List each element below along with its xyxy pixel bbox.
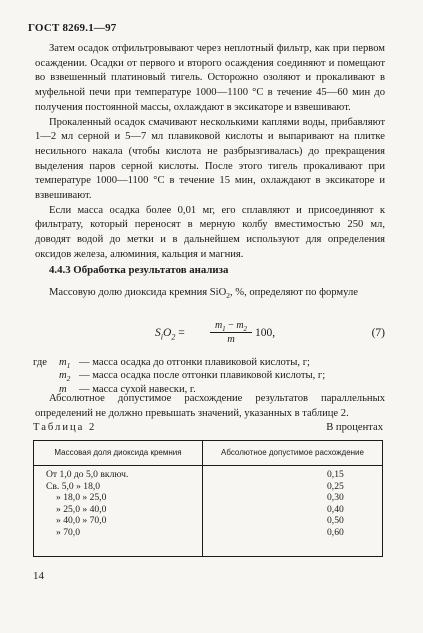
paragraph-1: Затем осадок отфильтровывают через неплотный фильтр, как при первом осаждении. Осадки от первого и второго осаждения соединяют и помещают во взвешенный платиновый тигель. Осторожно озоляют и прокаливают в муфельной печи при температуре 1000—1100 °С в течение 45—60 мин до получения постоянной массы, охлаждают в эксикаторе и взвешивают.	[35, 43, 385, 113]
table-caption: Таблица 2	[33, 422, 97, 433]
standard-header: ГОСТ 8269.1—97	[28, 22, 117, 34]
paragraph-2: Прокаленный осадок смачивают несколькими каплями воды, прибавляют 1—2 мл серной и 5—7 мл плавиковой кислоты и выпаривают на плитке несильного накала (чтобы кислота не разбрызгивалась) до прекращения выделения паров серной кислоты. После этого тигель прокаливают при температуре 1000—1100 °С в течение 15 мин, охлаждают в эксикаторе и взвешивают.	[35, 116, 385, 202]
formula-denominator: m	[227, 334, 235, 345]
table-caption-row	[33, 422, 383, 433]
section-heading: 4.4.3 Обработка результатов анализа	[49, 264, 229, 276]
table-row: » 70,0 0,60	[56, 526, 344, 538]
table-unit: В процентах	[326, 422, 383, 433]
note-text	[35, 392, 385, 421]
variable-row: где $m_1$ — масса осадка до отгонки плавиковой кислоты, г;	[33, 357, 310, 371]
formula-lhs: $S_iO_2$ =	[155, 327, 185, 342]
table-row: От 1,0 до 5,0 включ. 0,15	[46, 469, 344, 480]
table-row: » 40,0 » 70,0 0,50	[56, 515, 344, 527]
table-2	[33, 440, 383, 557]
variable-definitions	[33, 356, 383, 396]
intro-sub: 2	[226, 291, 230, 301]
page-number: 14	[33, 570, 44, 582]
formula-intro	[35, 286, 385, 301]
formula-fraction	[210, 320, 252, 345]
formula-numerator: $m_1 - m_2$	[210, 320, 252, 333]
paragraph-3: Если масса осадка более 0,01 мг, его сплавляют и присоединяют к фильтрату, который переносят в мерную колбу вместимостью 250 мл, доводят водой до метки и в дальнейшем используют для определения оксидов железа, алюминия, кальция и магния.	[35, 204, 385, 260]
note-paragraph: Абсолютное допустимое расхождение результатов параллельных определений не должно превышать значений, указанных в таблице 2.	[35, 393, 385, 419]
table-header	[34, 441, 382, 466]
table-row: Св. 5,0 » 18,0 0,25	[46, 480, 344, 492]
table-body	[34, 469, 382, 539]
intro-text-a: Массовую долю диоксида кремния SiO	[49, 287, 227, 298]
table-row: » 25,0 » 40,0 0,40	[56, 503, 344, 515]
formula-7	[155, 320, 385, 350]
column-header-mass-fraction: Массовая доля диоксида кремния	[54, 448, 182, 457]
variable-row: $m_2$ — масса осадка после отгонки плавиковой кислоты, г;	[59, 370, 326, 384]
formula-tail: 100,	[255, 327, 276, 339]
equation-number: (7)	[371, 327, 385, 339]
variable-row: m — масса сухой навески, г.	[59, 383, 196, 395]
table-row: » 18,0 » 25,0 0,30	[56, 492, 344, 504]
intro-text-b: , %, определяют по формуле	[229, 287, 358, 298]
column-header-discrepancy: Абсолютное допустимое расхождение	[221, 448, 364, 457]
body-text	[35, 42, 385, 263]
